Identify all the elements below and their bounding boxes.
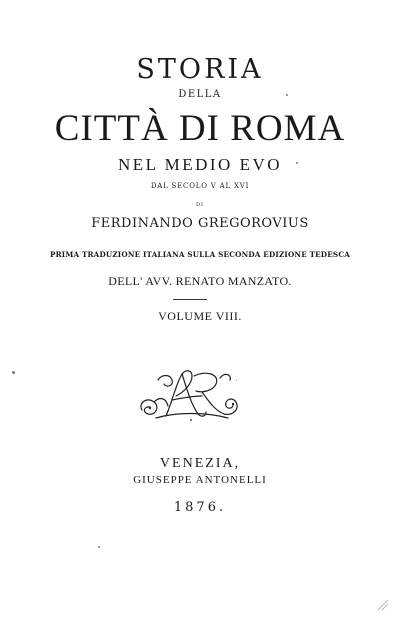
title-della: DELLA — [178, 89, 222, 100]
title-centuries: DAL SECOLO V AL XVI — [150, 182, 250, 190]
divider-rule — [173, 299, 207, 300]
title-storia: STORIA — [136, 54, 264, 85]
paper-speck — [98, 546, 100, 548]
translator-name: DELL' AVV. RENATO MANZATO. — [108, 274, 292, 288]
title-period: NEL MEDIO EVO — [117, 155, 283, 174]
paper-speck — [286, 94, 288, 96]
author-di: DI — [196, 202, 204, 208]
paper-speck — [236, 380, 237, 381]
paper-speck — [12, 371, 15, 374]
imprint-year: 1876. — [173, 500, 227, 515]
paper-speck — [296, 162, 298, 164]
publisher-monogram-icon — [136, 366, 246, 422]
translation-note: PRIMA TRADUZIONE ITALIANA SULLA SECONDA EDIZIONE TEDESCA — [49, 250, 351, 259]
volume-number: VOLUME VIII. — [158, 309, 242, 323]
author-name: FERDINANDO GREGOROVIUS — [91, 216, 309, 231]
page-corner-mark-icon — [376, 598, 390, 612]
title-main: CITTÀ DI ROMA — [54, 108, 346, 149]
imprint-publisher: GIUSEPPE ANTONELLI — [133, 474, 267, 486]
imprint-city: VENEZIA, — [159, 456, 241, 471]
